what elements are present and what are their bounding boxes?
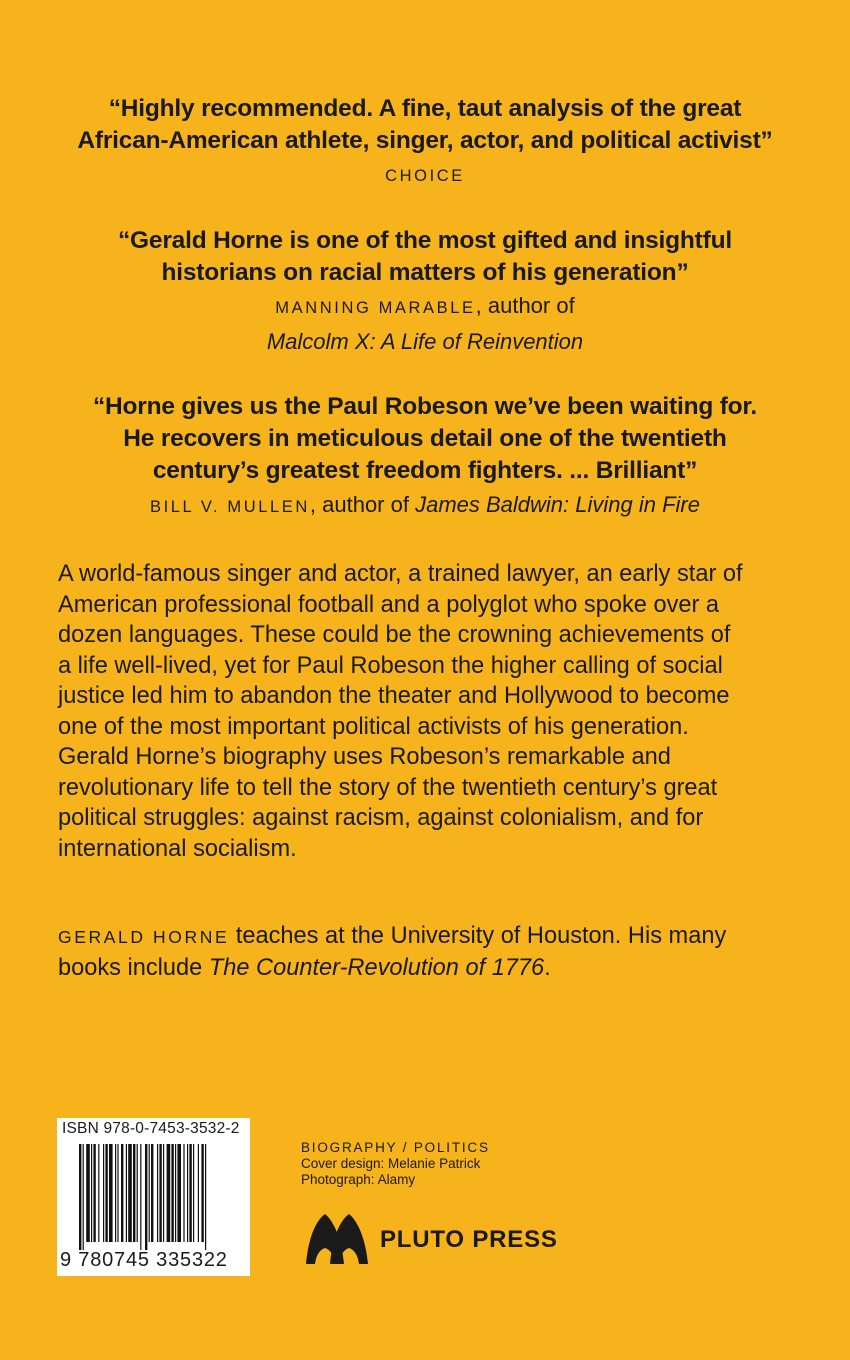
barcode-bar <box>171 1144 173 1242</box>
barcode-bar <box>137 1144 138 1242</box>
book-description <box>58 559 760 864</box>
description-line: political struggles: against racism, against colonialism, and for <box>58 805 704 831</box>
quote-line: “Horne gives us the Paul Robeson we’ve been waiting for. <box>92 393 758 420</box>
attribution-work: Malcolm X: A Life of Reinvention <box>266 329 584 354</box>
photograph-credit: Photograph: Alamy <box>301 1172 416 1187</box>
barcode-bar <box>151 1144 153 1242</box>
quote-line: He recovers in meticulous detail one of the twentieth <box>123 425 727 452</box>
attribution-work: James Baldwin: Living in Fire <box>415 492 700 517</box>
quote-text <box>40 391 810 487</box>
barcode-bar <box>109 1144 113 1242</box>
quote-attribution <box>40 488 810 524</box>
barcode-bar <box>201 1144 203 1242</box>
barcode-icon <box>57 1140 250 1250</box>
publisher-mark <box>304 1212 558 1268</box>
pluto-press-logo-icon <box>304 1212 370 1268</box>
barcode-bar <box>83 1144 84 1250</box>
attribution-suffix: , author of <box>309 492 416 517</box>
quote-line: “Highly recommended. A fine, taut analysis of the great <box>108 95 742 122</box>
description-line: a life well-lived, yet for Paul Robeson the higher calling of social <box>58 652 723 679</box>
barcode-bar <box>126 1144 127 1242</box>
publisher-name: PLUTO PRESS <box>380 1226 558 1253</box>
barcode-bar <box>98 1144 99 1242</box>
barcode-bar <box>133 1144 135 1242</box>
bio-text: teaches at the University of Houston. His many <box>229 923 727 949</box>
attribution-suffix: , author of <box>475 293 575 318</box>
review-quote-mullen <box>40 391 810 524</box>
barcode-bar <box>159 1144 161 1242</box>
barcode-bar <box>86 1144 90 1242</box>
barcode-bar <box>157 1144 158 1242</box>
barcode-bar <box>163 1144 164 1242</box>
book-title: The Counter-Revolution of 1776 <box>208 954 545 981</box>
barcode-bar <box>79 1144 81 1250</box>
description-line: dozen languages. These could be the crowning achievements of <box>58 622 731 648</box>
barcode-bar <box>205 1144 206 1250</box>
barcode-bar <box>117 1144 118 1242</box>
cover-design-credit: Cover design: Melanie Patrick <box>301 1156 481 1171</box>
barcode-bar <box>115 1144 116 1242</box>
description-line: American professional football and a polyglot who spoke over a <box>58 591 720 618</box>
isbn-digits: 9 780745 335322 <box>60 1249 228 1271</box>
bio-text: . <box>544 954 551 981</box>
description-line: A world-famous singer and actor, a trained lawyer, an early star of <box>58 561 743 587</box>
quote-line: “Gerald Horne is one of the most gifted and insightful <box>118 227 732 254</box>
description-line: justice led him to abandon the theater and Hollywood to become <box>58 683 730 709</box>
barcode-bar <box>128 1144 132 1242</box>
attribution-name: MANNING MARABLE <box>275 299 476 317</box>
quote-line: African-American athlete, singer, actor, and political activist” <box>77 127 773 154</box>
attribution-name: CHOICE <box>385 167 465 185</box>
quote-text <box>40 225 810 289</box>
isbn-label: ISBN 978-0-7453-3532-2 <box>62 1120 240 1137</box>
quote-attribution <box>40 157 810 193</box>
quote-attribution <box>40 289 810 325</box>
barcode-bar <box>183 1144 184 1242</box>
description-line: revolutionary life to tell the story of the twentieth century’s great <box>58 774 718 801</box>
barcode-bar <box>91 1144 92 1242</box>
barcode-bar <box>167 1144 171 1242</box>
quote-line: historians on racial matters of his generation” <box>161 259 689 286</box>
bio-line <box>58 921 760 953</box>
barcode-bar <box>198 1144 199 1242</box>
author-name: GERALD HORNE <box>58 927 230 947</box>
bio-text: books include <box>58 954 209 981</box>
barcode-bar <box>103 1144 104 1242</box>
isbn-barcode <box>57 1118 250 1276</box>
category-label: BIOGRAPHY / POLITICS <box>301 1140 490 1155</box>
attribution-name: BILL V. MULLEN <box>149 498 310 516</box>
quote-text <box>40 93 810 157</box>
barcode-bar <box>175 1144 176 1242</box>
barcode-bar <box>145 1144 147 1250</box>
barcode-bar <box>193 1144 194 1242</box>
imprint-info <box>301 1140 490 1188</box>
barcode-bar <box>140 1144 141 1250</box>
description-line: Gerald Horne’s biography uses Robeson’s remarkable and <box>58 744 671 770</box>
review-quote-marable <box>40 225 810 358</box>
description-line: one of the most important political activists of his generation. <box>58 713 689 740</box>
description-line: international socialism. <box>58 835 297 862</box>
review-quote-choice <box>40 93 810 193</box>
barcode-bar <box>189 1144 191 1242</box>
barcode-bar <box>93 1144 95 1242</box>
quote-line: century’s greatest freedom fighters. ... Brilliant” <box>152 457 698 484</box>
bio-line <box>58 953 760 984</box>
barcode-bar <box>177 1144 181 1242</box>
barcode-bar <box>121 1144 123 1242</box>
barcode-bar <box>149 1144 150 1242</box>
barcode-bar <box>187 1144 188 1242</box>
author-bio <box>58 921 760 983</box>
barcode-bar <box>105 1144 107 1242</box>
